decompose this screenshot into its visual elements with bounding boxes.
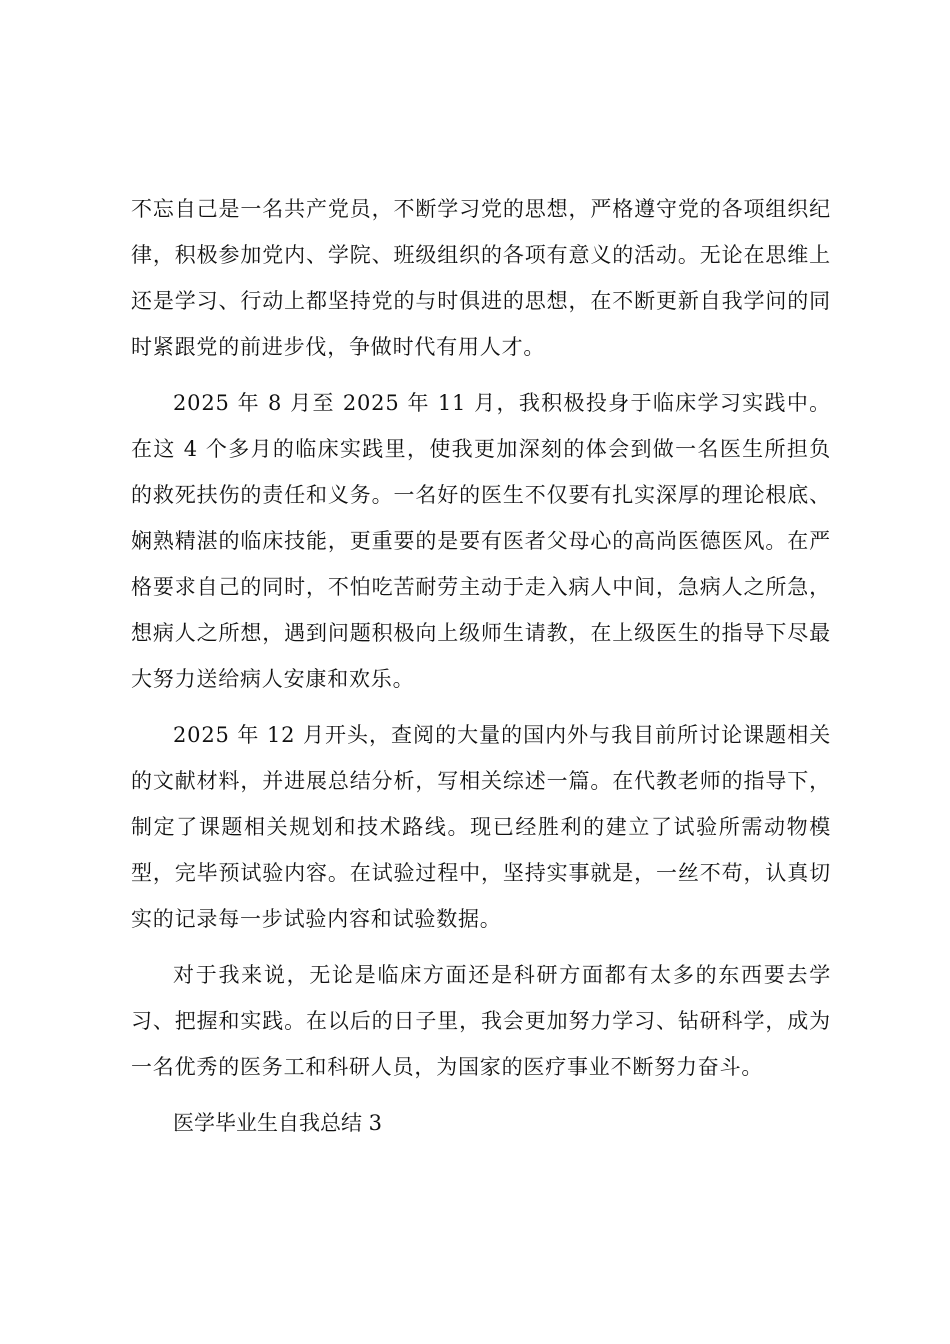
document-body	[131, 186, 831, 1146]
paragraph-future-goals: 对于我来说，无论是临床方面还是科研方面都有太多的东西要去学习、把握和实践。在以后的日子里，我会更加努力学习、钻研科学，成为一名优秀的医务工和科研人员，为国家的医疗事业不断努力奋斗。	[131, 963, 831, 1079]
section-heading: 医学毕业生自我总结 3	[173, 1111, 383, 1135]
paragraph-clinical-practice: 2025 年 8 月至 2025 年 11 月，我积极投身于临床学习实践中。在这 4 个多月的临床实践里，使我更加深刻的体会到做一名医生所担负的救死扶伤的责任和义务。一名好的医生不仅要有扎实深厚的理论根底、娴熟精湛的临床技能，更重要的是要有医者父母心的高尚医德医风。在严格要求自己的同时，不怕吃苦耐劳主动于走入病人中间，急病人之所急，想病人之所想，遇到问题积极向上级师生请教，在上级医生的指导下尽最大努力送给病人安康和欢乐。	[131, 391, 831, 691]
paragraph-research: 2025 年 12 月开头，查阅的大量的国内外与我目前所讨论课题相关的文献材料，并进展总结分析，写相关综述一篇。在代教老师的指导下，制定了课题相关规划和技术路线。现已经胜利的建立了试验所需动物模型，完毕预试验内容。在试验过程中，坚持实事就是，一丝不苟，认真切实的记录每一步试验内容和试验数据。	[131, 723, 831, 931]
paragraph-party-study: 不忘自己是一名共产党员，不断学习党的思想，严格遵守党的各项组织纪律，积极参加党内、学院、班级组织的各项有意义的活动。无论在思维上还是学习、行动上都坚持党的与时俱进的思想，在不断更新自我学问的同时紧跟党的前进步伐，争做时代有用人才。	[131, 197, 831, 359]
